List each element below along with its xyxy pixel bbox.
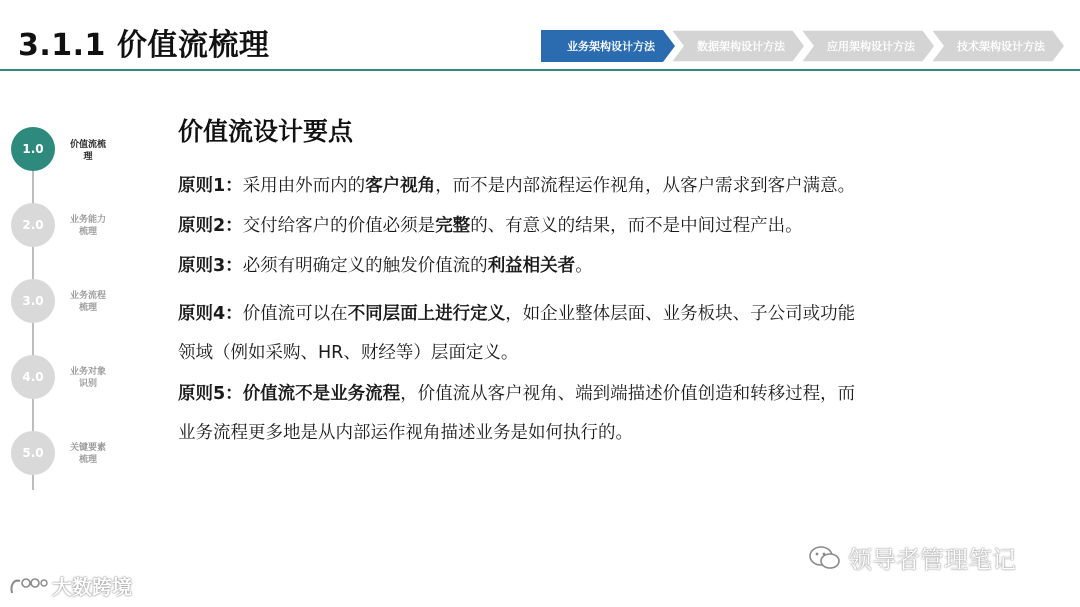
step-data-architecture[interactable] <box>671 30 805 62</box>
principle-emphasis: 利益相关者 <box>487 256 576 276</box>
timeline-label-line: 业务能力 <box>69 215 106 225</box>
timeline-label-line: 价值流梳 <box>69 140 106 150</box>
principle-text: 交付给客户的价值必须是 <box>242 216 436 236</box>
principle-text: 采用由外而内的 <box>242 176 366 196</box>
principle-text: 必须有明确定义的触发价值流的 <box>242 256 488 276</box>
timeline-label-2[interactable] <box>62 214 114 238</box>
principle-label: 原则1： <box>178 176 243 196</box>
step-label: 应用架构设计方法 <box>827 40 915 53</box>
timeline-node-1[interactable]: 1.0 <box>11 127 55 171</box>
watermark-brand <box>8 571 132 600</box>
timeline-node-5[interactable]: 5.0 <box>11 431 55 475</box>
timeline-label-line: 梳理 <box>78 455 97 465</box>
brand-logo-icon <box>8 575 48 597</box>
principle-3 <box>178 247 978 286</box>
principle-text: ，价值流从客户视角、端到端描述价值创造和转移过程，而 <box>400 384 856 404</box>
page-title: 3.1.1 价值流梳理 <box>18 28 270 63</box>
step-technology-architecture[interactable] <box>931 30 1065 62</box>
timeline-label-line: 理 <box>83 152 93 162</box>
timeline-label-line: 梳理 <box>78 227 97 237</box>
principle-emphasis: 客户视角 <box>365 176 436 196</box>
principle-line <box>178 375 978 414</box>
principle-2 <box>178 207 978 246</box>
timeline-node-2[interactable]: 2.0 <box>11 203 55 247</box>
timeline-label-line: 业务对象 <box>69 367 106 377</box>
step-label: 技术架构设计方法 <box>957 40 1045 53</box>
step-label: 业务架构设计方法 <box>567 40 655 53</box>
timeline-node-3[interactable]: 3.0 <box>11 279 55 323</box>
wechat-icon <box>808 544 842 572</box>
method-steps-nav <box>541 30 1061 62</box>
timeline-label-line: 业务流程 <box>69 291 106 301</box>
watermark-wechat <box>808 540 1016 575</box>
principle-text: 。 <box>575 256 593 276</box>
timeline-label-1[interactable] <box>62 139 114 163</box>
principle-text: 的、有意义的结果，而不是中间过程产出。 <box>470 216 803 236</box>
timeline-label-line: 识别 <box>78 379 97 389</box>
watermark-text: 大数跨境 <box>52 575 132 599</box>
principle-4 <box>178 295 978 373</box>
principle-emphasis: 价值流不是业务流程 <box>242 384 401 404</box>
step-label: 数据架构设计方法 <box>697 40 785 53</box>
timeline-label-3[interactable] <box>62 290 114 314</box>
principle-emphasis: 不同层面上进行定义 <box>347 304 506 324</box>
principle-emphasis: 完整 <box>435 216 471 236</box>
timeline-label-4[interactable] <box>62 366 114 390</box>
principle-line <box>178 295 978 334</box>
principle-text: ，而不是内部流程运作视角，从客户需求到客户满意。 <box>435 176 856 196</box>
principle-5 <box>178 375 978 453</box>
header-divider <box>0 69 1080 71</box>
timeline-node-4[interactable]: 4.0 <box>11 355 55 399</box>
step-business-architecture[interactable] <box>541 30 675 62</box>
timeline-label-line: 梳理 <box>78 303 97 313</box>
principle-text: 价值流可以在 <box>242 304 348 324</box>
principle-label: 原则5： <box>178 384 243 404</box>
watermark-text: 领导者管理笔记 <box>848 546 1016 574</box>
principle-label: 原则2： <box>178 216 243 236</box>
timeline-label-5[interactable] <box>62 442 114 466</box>
principle-line: 领域（例如采购、HR、财经等）层面定义。 <box>178 343 519 363</box>
content-title: 价值流设计要点 <box>178 117 354 146</box>
principle-line: 业务流程更多地是从内部运作视角描述业务是如何执行的。 <box>178 423 633 443</box>
principle-label: 原则3： <box>178 256 243 276</box>
principle-text: ，如企业整体层面、业务板块、子公司或功能 <box>505 304 856 324</box>
principle-label: 原则4： <box>178 304 243 324</box>
timeline-label-line: 关键要素 <box>69 443 106 453</box>
principle-1 <box>178 167 978 206</box>
step-application-architecture[interactable] <box>801 30 935 62</box>
